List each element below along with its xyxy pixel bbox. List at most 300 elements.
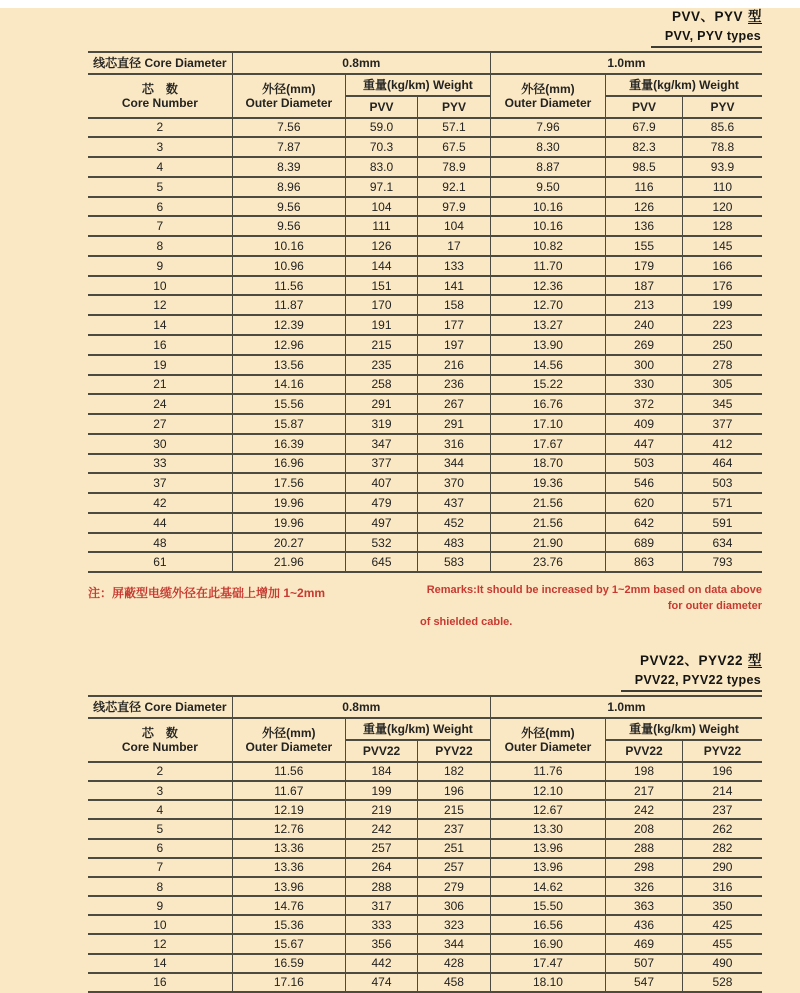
cell: 370 [418,473,491,493]
outer-diameter-en: Outer Diameter [245,739,333,754]
outer-diameter-10-header [490,74,605,118]
cell: 10.16 [490,216,605,236]
cell: 199 [682,295,762,315]
cell: 437 [418,493,491,513]
cell: 793 [682,552,762,572]
cell: 13.96 [490,839,605,858]
cell: 528 [682,973,762,992]
cell: 267 [418,394,491,414]
cell: 298 [606,858,683,877]
cell: 10.16 [490,197,605,217]
cell: 9 [88,256,232,276]
cell: 464 [682,454,762,474]
page-content [88,8,762,993]
cell: 13.30 [490,819,605,838]
cell: 145 [682,236,762,256]
cell: 13.90 [490,335,605,355]
pvv22-title-en-wrap [88,671,762,692]
cell: 111 [345,216,417,236]
cell: 120 [682,197,762,217]
cell: 67.5 [418,137,491,157]
cell: 19 [88,355,232,375]
cell: 21.56 [490,493,605,513]
cell: 15.67 [232,934,345,953]
table-row [88,781,762,800]
cell: 345 [682,394,762,414]
table-row [88,434,762,454]
cell: 474 [345,973,417,992]
cell: 133 [418,256,491,276]
cell: 503 [606,454,683,474]
core-number-en: Core Number [121,739,198,754]
cell: 344 [418,454,491,474]
cell: 8 [88,236,232,256]
cell: 290 [682,858,762,877]
outer-diameter-08-header [232,74,345,118]
pvv-title-block [88,8,762,51]
cell: 546 [606,473,683,493]
table-row [88,157,762,177]
cell: 97.1 [345,177,417,197]
type-pyv22-08-header: PYV22 [418,740,491,762]
cell: 15.56 [232,394,345,414]
cell: 177 [418,315,491,335]
cell: 144 [345,256,417,276]
cell: 642 [606,513,683,533]
cell: 288 [606,839,683,858]
table-row [88,355,762,375]
cell: 12.10 [490,781,605,800]
cell: 13.36 [232,858,345,877]
cell: 10.96 [232,256,345,276]
type-pyv-08-header: PYV [418,96,491,118]
cell: 12.19 [232,800,345,819]
pvv-table-head [88,52,762,118]
cell: 92.1 [418,177,491,197]
cell: 2 [88,762,232,781]
cell: 7 [88,216,232,236]
shield-note-en [420,582,762,630]
cell: 85.6 [682,118,762,138]
cell: 42 [88,493,232,513]
cell: 16.90 [490,934,605,953]
cell: 372 [606,394,683,414]
cell: 208 [606,819,683,838]
type-pvv22-10-header: PVV22 [606,740,683,762]
page-top-strip [0,0,800,8]
weight-10-header: 重量(kg/km) Weight [606,74,762,96]
cell: 356 [345,934,417,953]
cell: 191 [345,315,417,335]
table-row [88,236,762,256]
cell: 10.82 [490,236,605,256]
cell: 59.0 [345,118,417,138]
cell: 12.39 [232,315,345,335]
cell: 215 [418,800,491,819]
cell: 13.96 [232,877,345,896]
cell: 18.70 [490,454,605,474]
cell: 436 [606,915,683,934]
cell: 319 [345,414,417,434]
cell: 15.87 [232,414,345,434]
cell: 78.9 [418,157,491,177]
cell: 237 [418,819,491,838]
cell: 8 [88,877,232,896]
cell: 8.87 [490,157,605,177]
cell: 155 [606,236,683,256]
cell: 198 [606,762,683,781]
table-row [88,819,762,838]
cell: 110 [682,177,762,197]
cell: 199 [345,781,417,800]
cell: 15.36 [232,915,345,934]
cell: 216 [418,355,491,375]
cell: 16 [88,973,232,992]
cell: 12 [88,295,232,315]
size-10-header: 1.0mm [490,696,762,718]
cell: 61 [88,552,232,572]
cell: 645 [345,552,417,572]
cell: 17.56 [232,473,345,493]
type-pvv22-08-header: PVV22 [345,740,417,762]
cell: 17.67 [490,434,605,454]
header-row-diameter [88,52,762,74]
cell: 16.56 [490,915,605,934]
cell: 503 [682,473,762,493]
shield-note-en-line2: of shielded cable. [420,616,513,629]
cell: 442 [345,954,417,973]
cell: 447 [606,434,683,454]
pvv22-table-head [88,696,762,762]
cell: 57.1 [418,118,491,138]
table-row [88,315,762,335]
outer-diameter-en: Outer Diameter [245,95,333,110]
cell: 78.8 [682,137,762,157]
table-row [88,137,762,157]
cell: 16 [88,335,232,355]
cell: 17.10 [490,414,605,434]
cell: 316 [682,877,762,896]
cell: 282 [682,839,762,858]
pvv-title-zh-main: PVV、PYV [671,9,743,24]
cell: 11.67 [232,781,345,800]
cell: 16.96 [232,454,345,474]
table-row [88,493,762,513]
cell: 291 [345,394,417,414]
cell: 70.3 [345,137,417,157]
cell: 11.70 [490,256,605,276]
cell: 15.50 [490,896,605,915]
cell: 12 [88,934,232,953]
core-diameter-header: 线芯直径 Core Diameter [88,696,232,718]
cell: 19.96 [232,493,345,513]
cell: 235 [345,355,417,375]
header-row-groups [88,74,762,96]
type-pvv-08-header: PVV [345,96,417,118]
cell: 591 [682,513,762,533]
cell: 3 [88,781,232,800]
cell: 257 [345,839,417,858]
cell: 428 [418,954,491,973]
cell: 14 [88,954,232,973]
cell: 12.96 [232,335,345,355]
cell: 20.27 [232,533,345,553]
cell: 184 [345,762,417,781]
cell: 8.96 [232,177,345,197]
cell: 214 [682,781,762,800]
outer-diameter-zh: 外径(mm) [262,725,316,740]
cell: 13.36 [232,839,345,858]
cell: 196 [682,762,762,781]
cell: 44 [88,513,232,533]
shield-note-en-line1: Remarks:It should be increased by 1~2mm based on data above for outer diameter [426,584,762,613]
cell: 288 [345,877,417,896]
weight-10-header: 重量(kg/km) Weight [606,718,762,740]
cell: 7.87 [232,137,345,157]
cell: 37 [88,473,232,493]
core-number-en: Core Number [121,95,198,110]
cell: 82.3 [606,137,683,157]
cell: 547 [606,973,683,992]
table-row [88,552,762,572]
cell: 13.56 [232,355,345,375]
cell: 136 [606,216,683,236]
cell: 7.56 [232,118,345,138]
cell: 16.59 [232,954,345,973]
cell: 316 [418,434,491,454]
cell: 213 [606,295,683,315]
size-10-header: 1.0mm [490,52,762,74]
cell: 176 [682,276,762,296]
cell: 11.87 [232,295,345,315]
size-08-header: 0.8mm [232,52,490,74]
cell: 21.96 [232,552,345,572]
table-row [88,414,762,434]
cell: 170 [345,295,417,315]
cell: 269 [606,335,683,355]
cell: 237 [682,800,762,819]
pvv22-title-block [88,652,762,695]
core-number-zh: 芯 数 [141,81,178,96]
table-row [88,454,762,474]
table-row [88,762,762,781]
cell: 33 [88,454,232,474]
cell: 323 [418,915,491,934]
cell: 21.56 [490,513,605,533]
cell: 14.56 [490,355,605,375]
cell: 5 [88,177,232,197]
cell: 333 [345,915,417,934]
table-row [88,216,762,236]
cell: 8.30 [490,137,605,157]
cell: 13.96 [490,858,605,877]
cell: 326 [606,877,683,896]
cell: 116 [606,177,683,197]
pvv22-spec-table [88,695,762,993]
cell: 12.67 [490,800,605,819]
cell: 583 [418,552,491,572]
cell: 166 [682,256,762,276]
cell: 17 [418,236,491,256]
cell: 363 [606,896,683,915]
type-pyv-10-header: PYV [682,96,762,118]
cell: 2 [88,118,232,138]
pvv22-title-zh [88,654,762,669]
cell: 14 [88,315,232,335]
table-row [88,276,762,296]
table-row [88,973,762,992]
pvv-table-body [88,118,762,573]
core-number-header [88,718,232,762]
cell: 14.16 [232,375,345,395]
cell: 196 [418,781,491,800]
cell: 8.39 [232,157,345,177]
cell: 469 [606,934,683,953]
cell: 634 [682,533,762,553]
cell: 179 [606,256,683,276]
cell: 14.76 [232,896,345,915]
cell: 126 [606,197,683,217]
cell: 11.56 [232,276,345,296]
table-row [88,954,762,973]
cell: 15.22 [490,375,605,395]
cell: 6 [88,197,232,217]
cell: 5 [88,819,232,838]
pvv22-title-zh-main: PVV22、PYV22 [639,653,743,669]
cell: 104 [345,197,417,217]
cell: 30 [88,434,232,454]
cell: 240 [606,315,683,335]
outer-diameter-zh: 外径(mm) [521,725,575,740]
table-row [88,394,762,414]
cell: 98.5 [606,157,683,177]
cell: 11.56 [232,762,345,781]
table-row [88,800,762,819]
cell: 219 [345,800,417,819]
cell: 182 [418,762,491,781]
cell: 532 [345,533,417,553]
cell: 217 [606,781,683,800]
cell: 10.16 [232,236,345,256]
pvv-spec-table [88,51,762,574]
cell: 571 [682,493,762,513]
shield-note [88,582,762,630]
cell: 104 [418,216,491,236]
cell: 689 [606,533,683,553]
cell: 344 [418,934,491,953]
cell: 126 [345,236,417,256]
cell: 7.96 [490,118,605,138]
cell: 141 [418,276,491,296]
cell: 264 [345,858,417,877]
cell: 11.76 [490,762,605,781]
cell: 507 [606,954,683,973]
cell: 18.10 [490,973,605,992]
table-row [88,197,762,217]
cell: 330 [606,375,683,395]
cell: 291 [418,414,491,434]
cell: 412 [682,434,762,454]
cell: 158 [418,295,491,315]
pvv-title-zh-suffix: 型 [748,9,762,24]
cell: 3 [88,137,232,157]
table-row [88,915,762,934]
pvv-title-zh [88,10,762,25]
cell: 21 [88,375,232,395]
outer-diameter-en: Outer Diameter [504,95,592,110]
type-pyv22-10-header: PYV22 [682,740,762,762]
cell: 27 [88,414,232,434]
cell: 490 [682,954,762,973]
cell: 317 [345,896,417,915]
cell: 350 [682,896,762,915]
header-row-groups [88,718,762,740]
cell: 16.76 [490,394,605,414]
outer-diameter-zh: 外径(mm) [262,81,316,96]
cell: 10 [88,915,232,934]
cell: 21.90 [490,533,605,553]
cell: 23.76 [490,552,605,572]
cell: 97.9 [418,197,491,217]
cell: 257 [418,858,491,877]
table-row [88,858,762,877]
cell: 9.50 [490,177,605,197]
cell: 242 [345,819,417,838]
table-row [88,513,762,533]
cell: 407 [345,473,417,493]
cell: 377 [682,414,762,434]
table-row [88,877,762,896]
table-row [88,256,762,276]
size-08-header: 0.8mm [232,696,490,718]
outer-diameter-zh: 外径(mm) [521,81,575,96]
pvv-title-en-wrap [88,27,762,48]
table-row [88,375,762,395]
cell: 17.47 [490,954,605,973]
cell: 425 [682,915,762,934]
header-row-diameter [88,696,762,718]
cell: 17.16 [232,973,345,992]
weight-08-header: 重量(kg/km) Weight [345,74,490,96]
type-pvv-10-header: PVV [606,96,683,118]
cell: 4 [88,800,232,819]
core-number-header [88,74,232,118]
cell: 242 [606,800,683,819]
cell: 197 [418,335,491,355]
cell: 24 [88,394,232,414]
table-row [88,335,762,355]
cell: 250 [682,335,762,355]
cell: 497 [345,513,417,533]
cell: 128 [682,216,762,236]
cell: 13.27 [490,315,605,335]
cell: 9 [88,896,232,915]
pvv22-title-en: PVV22, PYV22 types [621,674,762,692]
cell: 479 [345,493,417,513]
table-row [88,295,762,315]
cell: 48 [88,533,232,553]
cell: 151 [345,276,417,296]
pvv22-title-zh-suffix: 型 [748,653,762,669]
outer-diameter-en: Outer Diameter [504,739,592,754]
cell: 93.9 [682,157,762,177]
cell: 306 [418,896,491,915]
cell: 262 [682,819,762,838]
cell: 223 [682,315,762,335]
table-row [88,934,762,953]
cell: 19.36 [490,473,605,493]
table-row [88,177,762,197]
